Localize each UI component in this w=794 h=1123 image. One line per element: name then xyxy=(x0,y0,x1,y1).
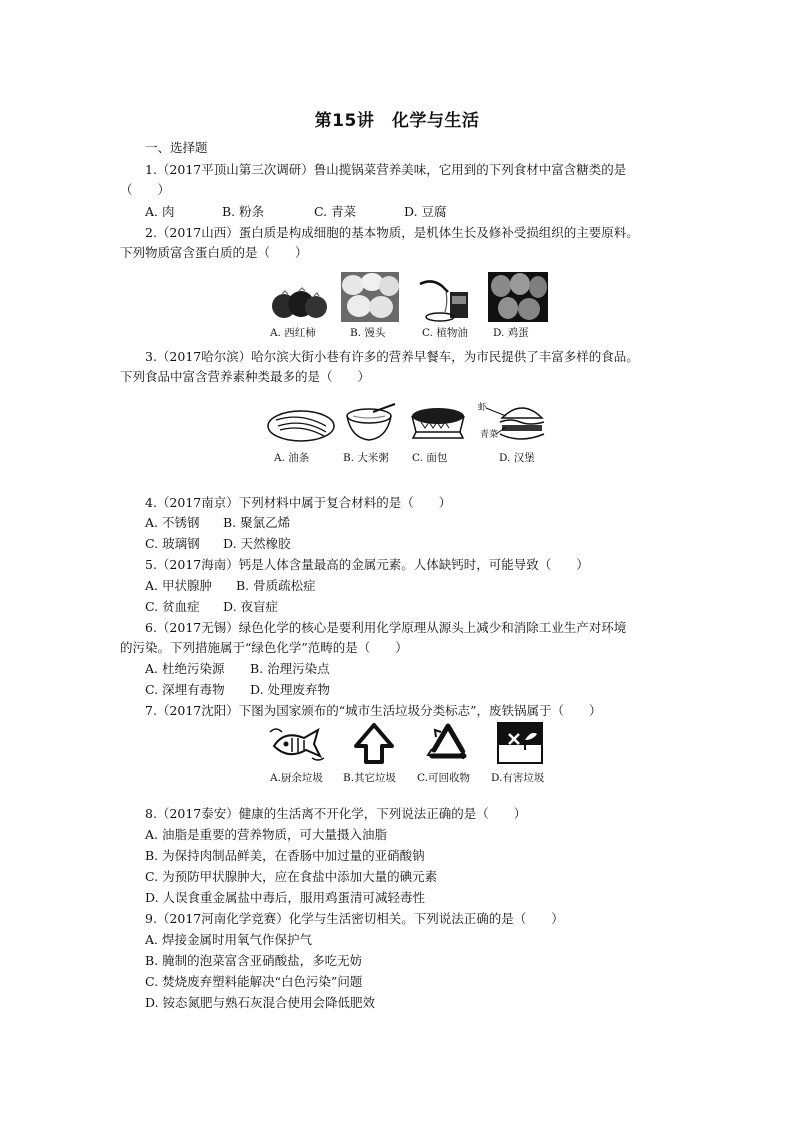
q3-caption-d: D. 汉堡 xyxy=(499,452,535,464)
other-waste-icon xyxy=(352,722,396,764)
rice-porridge-picture xyxy=(343,402,399,444)
q1-stem: 1.（2017平顶山第三次调研）鲁山揽锅菜营养美味，它用到的下列食材中富含糖类的是 xyxy=(145,162,627,177)
q4-option-d: D. 天然橡胶 xyxy=(223,536,291,551)
tomato-picture xyxy=(268,284,330,320)
kitchen-waste-icon xyxy=(268,722,330,766)
q9-option-b: B. 腌制的泡菜富含亚硝酸盐，多吃无妨 xyxy=(145,953,363,968)
q8-option-d: D. 人误食重金属盐中毒后，服用鸡蛋清可减轻毒性 xyxy=(145,890,426,905)
q9-option-c: C. 焚烧废弃塑料能解决“白色污染”问题 xyxy=(145,974,363,989)
q7-caption-d: D.有害垃圾 xyxy=(491,772,545,784)
q4-option-c: C. 玻璃钢 xyxy=(145,536,200,551)
q6-option-a: A. 杜绝污染源 xyxy=(145,661,225,676)
q5-option-b: B. 骨质疏松症 xyxy=(236,578,316,593)
q6-option-d: D. 处理废弃物 xyxy=(250,682,331,697)
burger-label-greens: 青菜 xyxy=(480,430,499,440)
q3-stem: 3.（2017哈尔滨）哈尔滨大街小巷有许多的营养早餐车，为市民提供了丰富多样的食品。 xyxy=(145,349,639,364)
q4-option-b: B. 聚氯乙烯 xyxy=(223,515,291,530)
recyclable-icon xyxy=(424,722,472,764)
q7-stem: 7.（2017沈阳）下图为国家颁布的“城市生活垃圾分类标志”，废铁锅属于（ ） xyxy=(145,703,602,718)
q1-option-d: D. 豆腐 xyxy=(404,204,447,219)
q2-caption-b: B. 馒头 xyxy=(350,327,386,339)
q2-caption-a: A. 西红柿 xyxy=(270,327,316,339)
fried-dough-stick-picture xyxy=(266,402,336,444)
q9-stem: 9.（2017河南化学竞赛）化学与生活密切相关。下列说法正确的是（ ） xyxy=(145,911,564,926)
q9-option-a: A. 焊接金属时用氧气作保护气 xyxy=(145,932,312,947)
page-title: 第15讲 化学与生活 xyxy=(314,111,480,131)
q4-option-a: A. 不锈钢 xyxy=(145,515,200,530)
q1-option-c: C. 青菜 xyxy=(314,204,357,219)
q2-caption-c: C. 植物油 xyxy=(422,327,468,339)
hazardous-waste-icon xyxy=(497,722,543,764)
q3-caption-c: C. 面包 xyxy=(412,452,448,464)
q5-option-a: A. 甲状腺肿 xyxy=(145,578,212,593)
q6-option-b: B. 治理污染点 xyxy=(250,661,330,676)
q5-option-c: C. 贫血症 xyxy=(145,599,200,614)
q1-option-a: A. 肉 xyxy=(145,204,175,219)
egg-picture xyxy=(488,272,548,322)
q9-option-d: D. 铵态氮肥与熟石灰混合使用会降低肥效 xyxy=(145,995,376,1010)
q5-option-d: D. 夜盲症 xyxy=(223,599,279,614)
q8-option-a: A. 油脂是重要的营养物质，可大量摄入油脂 xyxy=(145,827,387,842)
hamburger-picture xyxy=(476,398,556,448)
q3-caption-a: A. 油条 xyxy=(274,452,310,464)
q1-option-b: B. 粉条 xyxy=(222,204,265,219)
q2-stem: 2.（2017山西）蛋白质是构成细胞的基本物质，是机体生长及修补受损组织的主要原料。 xyxy=(145,225,639,240)
q7-caption-b: B.其它垃圾 xyxy=(343,772,397,784)
vegetable-oil-picture xyxy=(416,274,472,322)
q3-caption-b: B. 大米粥 xyxy=(343,452,389,464)
q1-blank: （ ） xyxy=(120,182,171,197)
q5-stem: 5.（2017海南）钙是人体含量最高的金属元素。人体缺钙时，可能导致（ ） xyxy=(145,557,589,572)
burger-label-shrimp: 虾 xyxy=(478,403,488,413)
q2-stem-cont: 下列物质富含蛋白质的是（ ） xyxy=(120,245,308,260)
q8-option-c: C. 为预防甲状腺肿大，应在食盐中添加大量的碘元素 xyxy=(145,869,438,884)
q7-caption-c: C.可回收物 xyxy=(417,772,470,784)
q8-option-b: B. 为保持肉制品鲜美，在香肠中加过量的亚硝酸钠 xyxy=(145,848,425,863)
q2-caption-d: D. 鸡蛋 xyxy=(493,327,529,339)
section-heading: 一、选择题 xyxy=(145,140,208,155)
q6-stem: 6.（2017无锡）绿色化学的核心是要利用化学原理从源头上减少和消除工业生产对环境 xyxy=(145,620,627,635)
q7-caption-a: A.厨余垃圾 xyxy=(270,772,323,784)
q6-option-c: C. 深埋有毒物 xyxy=(145,682,225,697)
q8-stem: 8.（2017泰安）健康的生活离不开化学，下列说法正确的是（ ） xyxy=(145,806,527,821)
q6-stem-cont: 的污染。下列措施属于“绿色化学”范畴的是（ ） xyxy=(120,640,408,655)
q3-stem-cont: 下列食品中富含营养素种类最多的是（ ） xyxy=(120,369,371,384)
q4-stem: 4.（2017南京）下列材料中属于复合材料的是（ ） xyxy=(145,495,452,510)
steamed-bun-picture xyxy=(341,272,399,322)
bread-picture xyxy=(407,404,469,444)
